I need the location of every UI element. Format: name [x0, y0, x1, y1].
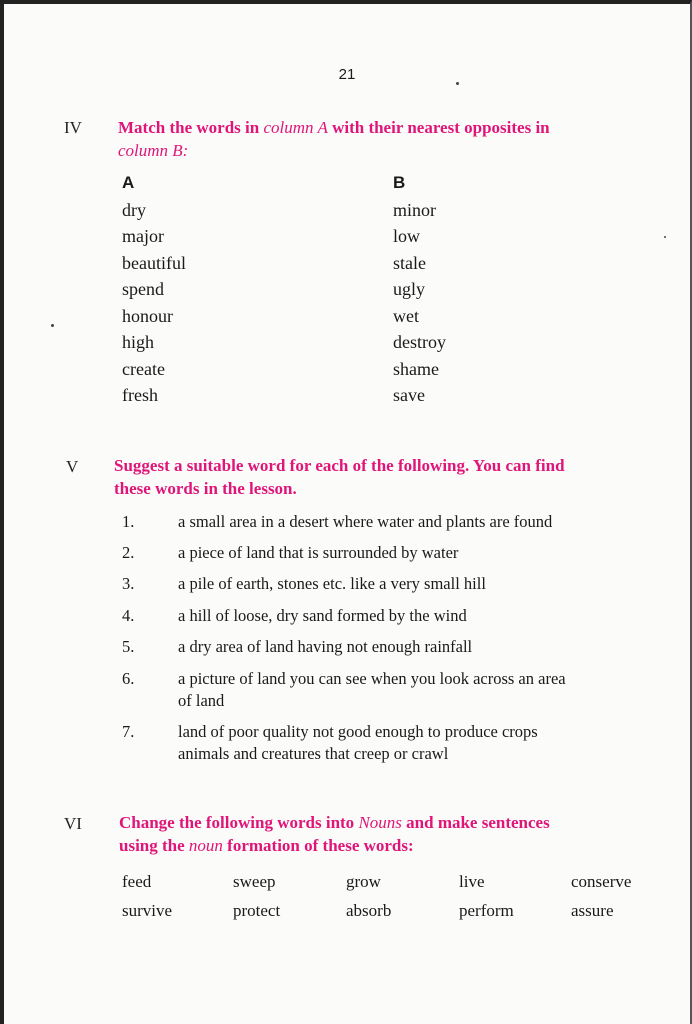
item-text: a small area in a desert where water and plants are found: [178, 512, 553, 531]
item-text: a picture of land you can see when you look across an area: [178, 669, 566, 688]
word-item: assure: [571, 901, 614, 920]
instruction-text: formation of these words:: [222, 836, 414, 855]
column-a: [122, 170, 186, 409]
scan-speck: [51, 324, 54, 327]
column-b-word: wet: [393, 305, 419, 326]
item-text: animals and creatures that creep or crawl: [178, 744, 449, 763]
column-b-word: stale: [393, 252, 426, 273]
instruction-text: Suggest a suitable word for each of the following. You can find: [114, 456, 565, 475]
column-a-header: A: [122, 173, 135, 192]
column-b: [393, 170, 446, 409]
column-b-word: minor: [393, 199, 436, 220]
scan-speck: [456, 82, 459, 85]
column-b-word: ugly: [393, 279, 426, 299]
scan-speck: [664, 236, 666, 238]
section-iv-number: IV: [64, 118, 82, 137]
column-a-word: honour: [122, 305, 173, 326]
instruction-italic: Nouns: [358, 813, 402, 832]
word-item: feed: [122, 872, 152, 891]
section-v-number: V: [66, 457, 79, 476]
word-item: protect: [233, 901, 281, 920]
instruction-text: using the: [119, 836, 189, 855]
column-a-word: spend: [122, 279, 164, 299]
instruction-italic: column B:: [118, 141, 189, 160]
word-item: survive: [122, 901, 173, 920]
instruction-text: with their nearest opposites in: [327, 118, 550, 137]
item-text: a pile of earth, stones etc. like a very small hill: [178, 574, 486, 593]
instruction-text: Match the words in: [118, 118, 264, 137]
word-item: sweep: [233, 872, 276, 891]
item-number: 6.: [122, 669, 135, 688]
item-text: a piece of land that is surrounded by water: [178, 543, 459, 562]
item-text: a hill of loose, dry sand formed by the wind: [178, 606, 467, 625]
section-iv-instruction: [118, 116, 663, 162]
column-b-header: B: [393, 173, 406, 192]
item-text: land of poor quality not good enough to produce crops: [178, 722, 538, 741]
item-number: 1.: [122, 512, 135, 531]
instruction-italic: column A: [263, 118, 328, 137]
section-vi-number: VI: [64, 814, 82, 833]
item-number: 5.: [122, 637, 135, 656]
column-b-word: destroy: [393, 332, 446, 352]
column-a-word: dry: [122, 199, 146, 220]
item-number: 2.: [122, 543, 135, 562]
column-a-word: fresh: [122, 385, 158, 405]
instruction-italic: noun: [188, 836, 223, 855]
instruction-text: Change the following words into: [119, 813, 359, 832]
instruction-text: and make sentences: [401, 813, 550, 832]
section-vi-instruction: [119, 811, 669, 857]
word-item: live: [459, 872, 485, 891]
item-number: 4.: [122, 606, 135, 625]
word-item: grow: [346, 872, 381, 891]
word-item: conserve: [571, 872, 632, 891]
column-b-word: shame: [393, 358, 439, 379]
instruction-text: these words in the lesson.: [114, 479, 297, 498]
item-text: a dry area of land having not enough rainfall: [178, 637, 473, 656]
item-text: of land: [178, 691, 225, 710]
column-b-word: low: [393, 226, 420, 246]
column-b-word: save: [393, 385, 425, 405]
item-number: 7.: [122, 722, 135, 741]
section-v-instruction: [114, 454, 674, 500]
item-number: 3.: [122, 574, 135, 593]
column-a-word: high: [122, 332, 155, 352]
column-a-word: major: [122, 226, 164, 246]
word-item: perform: [459, 901, 514, 920]
column-a-word: beautiful: [122, 252, 186, 273]
word-item: absorb: [346, 901, 392, 920]
page-number: 21: [338, 66, 356, 83]
column-a-word: create: [122, 358, 165, 379]
